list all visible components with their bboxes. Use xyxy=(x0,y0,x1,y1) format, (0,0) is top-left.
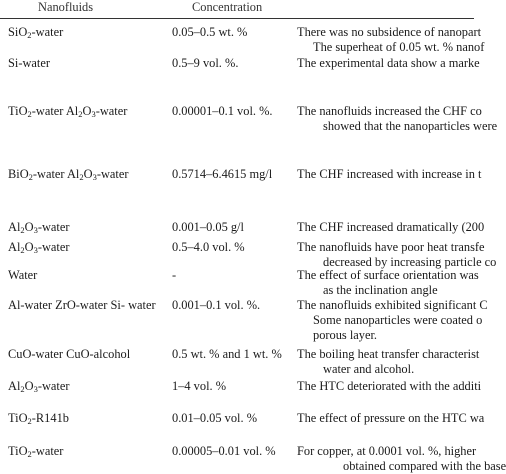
column-header-nanofluids: Nanofluids xyxy=(38,0,94,14)
finding-cell-line: The nanofluids increased the CHF co xyxy=(297,104,482,118)
nanofluid-cell: BiO$_2$-water $Al_2O_3$-water xyxy=(8,167,129,182)
concentration-cell: 0.05–0.5 wt. % xyxy=(172,25,248,39)
nanofluid-cell: $Al_2O_3$-water xyxy=(8,240,70,255)
finding-cell-line: The experimental data show a marke xyxy=(297,56,480,70)
nanofluid-cell: $Al_2O_3$-water xyxy=(8,220,70,235)
finding-cell-line: as the inclination angle xyxy=(323,283,438,297)
finding-cell-line: obtained compared with the base xyxy=(343,459,506,473)
nanofluid-cell: TiO$_2$-R141b xyxy=(8,411,69,426)
concentration-cell: - xyxy=(172,268,177,282)
concentration-cell: 0.5714–6.4615 mg/l xyxy=(172,167,273,181)
concentration-cell: 0.5 wt. % and 1 wt. % xyxy=(172,347,282,361)
nanofluid-cell: Al-water ZrO-water Si- water xyxy=(8,298,156,312)
concentration-cell: 0.001–0.05 g/l xyxy=(172,220,244,234)
concentration-cell: 1–4 vol. % xyxy=(172,379,227,393)
finding-cell-line: The effect of surface orientation was xyxy=(297,268,479,282)
finding-cell-line: The superheat of 0.05 wt. % nanof xyxy=(313,40,485,54)
finding-cell-line: Some nanoparticles were coated o xyxy=(313,313,483,327)
nanofluid-cell: TiO$_2$-water $Al_2O_3$-water xyxy=(8,104,128,119)
concentration-cell: 0.01–0.05 vol. % xyxy=(172,411,258,425)
finding-cell-line: The effect of pressure on the HTC wa xyxy=(297,411,485,425)
finding-cell-line: porous layer. xyxy=(313,328,378,342)
column-header-concentration: Concentration xyxy=(192,0,263,14)
concentration-cell: 0.00001–0.1 vol. %. xyxy=(172,104,273,118)
concentration-cell: 0.001–0.1 vol. %. xyxy=(172,298,261,312)
nanofluid-cell: SiO$_2$-water xyxy=(8,25,64,40)
nanofluid-cell: Water xyxy=(8,268,38,282)
finding-cell-line: The nanofluids exhibited significant C xyxy=(297,298,488,312)
finding-cell-line: The nanofluids have poor heat transfe xyxy=(297,240,485,254)
nanofluid-cell: TiO$_2$-water xyxy=(8,444,64,459)
finding-cell-line: The HTC deteriorated with the additi xyxy=(297,379,482,393)
finding-cell-line: The boiling heat transfer characterist xyxy=(297,347,480,361)
finding-cell-line: There was no subsidence of nanopart xyxy=(297,25,482,39)
nanofluid-cell: $Al_2O_3$-water xyxy=(8,379,70,394)
concentration-cell: 0.5–9 vol. %. xyxy=(172,56,239,70)
concentration-cell: 0.5–4.0 vol. % xyxy=(172,240,245,254)
finding-cell-line: The CHF increased dramatically (200 xyxy=(297,220,485,234)
finding-cell-line: showed that the nanoparticles were xyxy=(323,119,498,133)
finding-cell-line: water and alcohol. xyxy=(323,362,415,376)
finding-cell-line: The CHF increased with increase in t xyxy=(297,167,482,181)
finding-cell-line: For copper, at 0.0001 vol. %, higher xyxy=(297,444,477,458)
nanofluid-cell: CuO-water CuO-alcohol xyxy=(8,347,131,361)
finding-cell-line: decreased by increasing particle co xyxy=(323,255,497,269)
nanofluid-cell: Si-water xyxy=(8,56,50,70)
concentration-cell: 0.00005–0.01 vol. % xyxy=(172,444,276,458)
header-rule xyxy=(0,18,474,19)
